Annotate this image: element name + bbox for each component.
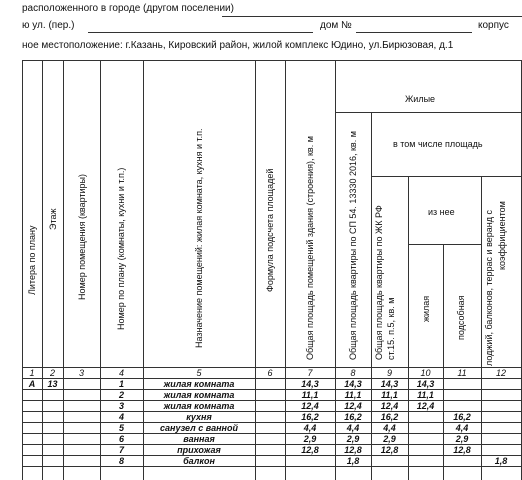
group-header-zhilye: Жилые (405, 94, 436, 104)
group-zhilye-bottom (335, 112, 522, 113)
table-cell-sp: 1,8 (346, 455, 360, 466)
table-cell-num: 5 (118, 422, 124, 433)
col-header-purpose: Назначение помещений: жилая комната, кухня и т.п. (194, 128, 204, 348)
table-cell-num: 8 (118, 455, 124, 466)
col-header-litera: Литера по плану (27, 225, 37, 295)
table-cell-num: 4 (118, 411, 124, 422)
table-cell-zhil: 12,4 (416, 400, 435, 411)
table-cell-name: кухня (186, 411, 212, 422)
table-cell-sp: 12,8 (344, 444, 362, 455)
table-cell-total: 12,4 (301, 400, 319, 411)
col-border-2 (63, 60, 64, 480)
col-border-0 (22, 60, 23, 480)
table-cell-num: 2 (118, 389, 124, 400)
table-cell-name: прихожая (177, 444, 221, 455)
col-header-plan-number: Номер по плану (комнаты, кухни и т.п.) (116, 167, 126, 330)
group-header-vtom: в том числе площадь (393, 139, 483, 149)
table-cell-name: ванная (183, 433, 215, 444)
table-cell-num: 6 (118, 433, 124, 444)
table-cell-pods: 12,8 (453, 444, 471, 455)
header-house-underline (356, 32, 472, 33)
col-num-1: 1 (29, 368, 35, 378)
col-border-5 (255, 60, 256, 480)
col-header-total-zhk-1: Общая площадь квартиры по ЖК РФ (374, 205, 384, 360)
table-cell-zhk: 4,4 (383, 422, 396, 433)
col-border-1 (42, 60, 43, 480)
table-top-border (22, 60, 522, 61)
table-cell-sp: 4,4 (346, 422, 360, 433)
table-cell-total: 16,2 (301, 411, 319, 422)
table-cell-zhil: 11,1 (417, 389, 434, 400)
col-num-12: 12 (495, 368, 506, 378)
group-header-iznee: из нее (428, 207, 455, 217)
col-header-zhilaya: жилая (421, 295, 431, 322)
header-street-underline (88, 32, 313, 33)
table-cell-litera: А (28, 378, 36, 389)
header-korpus: корпус (478, 20, 509, 31)
table-cell-total: 4,4 (303, 422, 317, 433)
table-cell-name: жилая комната (163, 378, 235, 389)
table-cell-total: 11,1 (301, 389, 319, 400)
table-cell-pods: 4,4 (455, 422, 469, 433)
table-cell-name: жилая комната (163, 389, 235, 400)
table-numbers-bottom (22, 378, 522, 379)
table-cell-sp: 14,3 (344, 378, 362, 389)
col-num-8: 8 (350, 368, 356, 378)
col-num-5: 5 (196, 368, 202, 378)
table-cell-zhk: 12,4 (380, 400, 399, 411)
table-cell-total: 2,9 (303, 433, 317, 444)
col-header-total-building: Общая площадь помещений здания (строения), кв. м (305, 136, 315, 360)
table-cell-zhk: 16,2 (380, 411, 399, 422)
table-cell-pods: 2,9 (455, 433, 469, 444)
table-cell-sp: 2,9 (346, 433, 360, 444)
table-cell-num: 7 (118, 444, 124, 455)
table-cell-sp: 11,1 (344, 389, 362, 400)
group-vtom-bottom (371, 176, 522, 177)
table-cell-sp: 16,2 (344, 411, 362, 422)
col-header-total-zhk-2: ст.15. п.5, кв. м (386, 297, 396, 360)
table-cell-pods: 16,2 (453, 411, 471, 422)
col-header-total-sp: Общая площадь квартиры по СП 54. 13330 2016, кв. м (348, 131, 358, 360)
group-iznee-bottom (408, 244, 481, 245)
table-cell-sp: 12,4 (344, 400, 362, 411)
header-underline-1 (222, 16, 522, 17)
col-header-etazh: Этаж (48, 208, 58, 230)
col-num-11: 11 (457, 368, 467, 378)
table-cell-zhil: 14,3 (416, 378, 435, 389)
table-cell-zhk: 2,9 (383, 433, 396, 444)
col-header-apt-number: Номер помещения (квартиры) (77, 173, 87, 300)
table-row-border (22, 400, 522, 401)
header-house: дом № (320, 20, 352, 31)
table-cell-name: санузел с ванной (160, 422, 238, 433)
header-line-1: расположенного в городе (другом поселении) (22, 3, 234, 14)
header-location: ное местоположение: г.Казань, Кировский район, жилой комплекс Юдино, ул.Бирюзовая, д.1 (22, 40, 454, 51)
table-cell-zhk: 14,3 (380, 378, 399, 389)
col-header-lodgii-2: коэффициентом (497, 201, 507, 270)
header-street: ю ул. (пер.) (22, 20, 75, 31)
table-cell-zhk: 11,1 (381, 389, 398, 400)
table-cell-num: 3 (118, 400, 124, 411)
table-cell-lodg: 1,8 (494, 455, 508, 466)
col-num-4: 4 (118, 368, 124, 378)
table-row-border (22, 455, 522, 456)
col-header-formula: Формула подсчета площадей (265, 168, 275, 292)
col-num-2: 2 (49, 368, 55, 378)
col-border-9 (408, 176, 409, 480)
table-cell-name: жилая комната (163, 400, 235, 411)
col-num-3: 3 (78, 368, 84, 378)
col-num-10: 10 (420, 368, 431, 378)
col-num-9: 9 (386, 368, 392, 378)
table-cell-name: балкон (183, 455, 215, 466)
col-border-11 (481, 176, 482, 480)
col-header-podsobnaya: подсобная (456, 295, 466, 340)
col-num-6: 6 (267, 368, 273, 378)
table-row-border (22, 389, 522, 390)
table-cell-total: 12,8 (301, 444, 319, 455)
table-row-border (22, 466, 522, 467)
table-cell-zhk: 12,8 (380, 444, 399, 455)
col-header-lodgii-1: лоджий, балконов, террас и веранд с (484, 210, 494, 366)
table-cell-num: 1 (118, 378, 124, 389)
col-num-7: 7 (307, 368, 313, 378)
table-cell-floor: 13 (47, 378, 58, 389)
table-cell-total: 14,3 (301, 378, 319, 389)
